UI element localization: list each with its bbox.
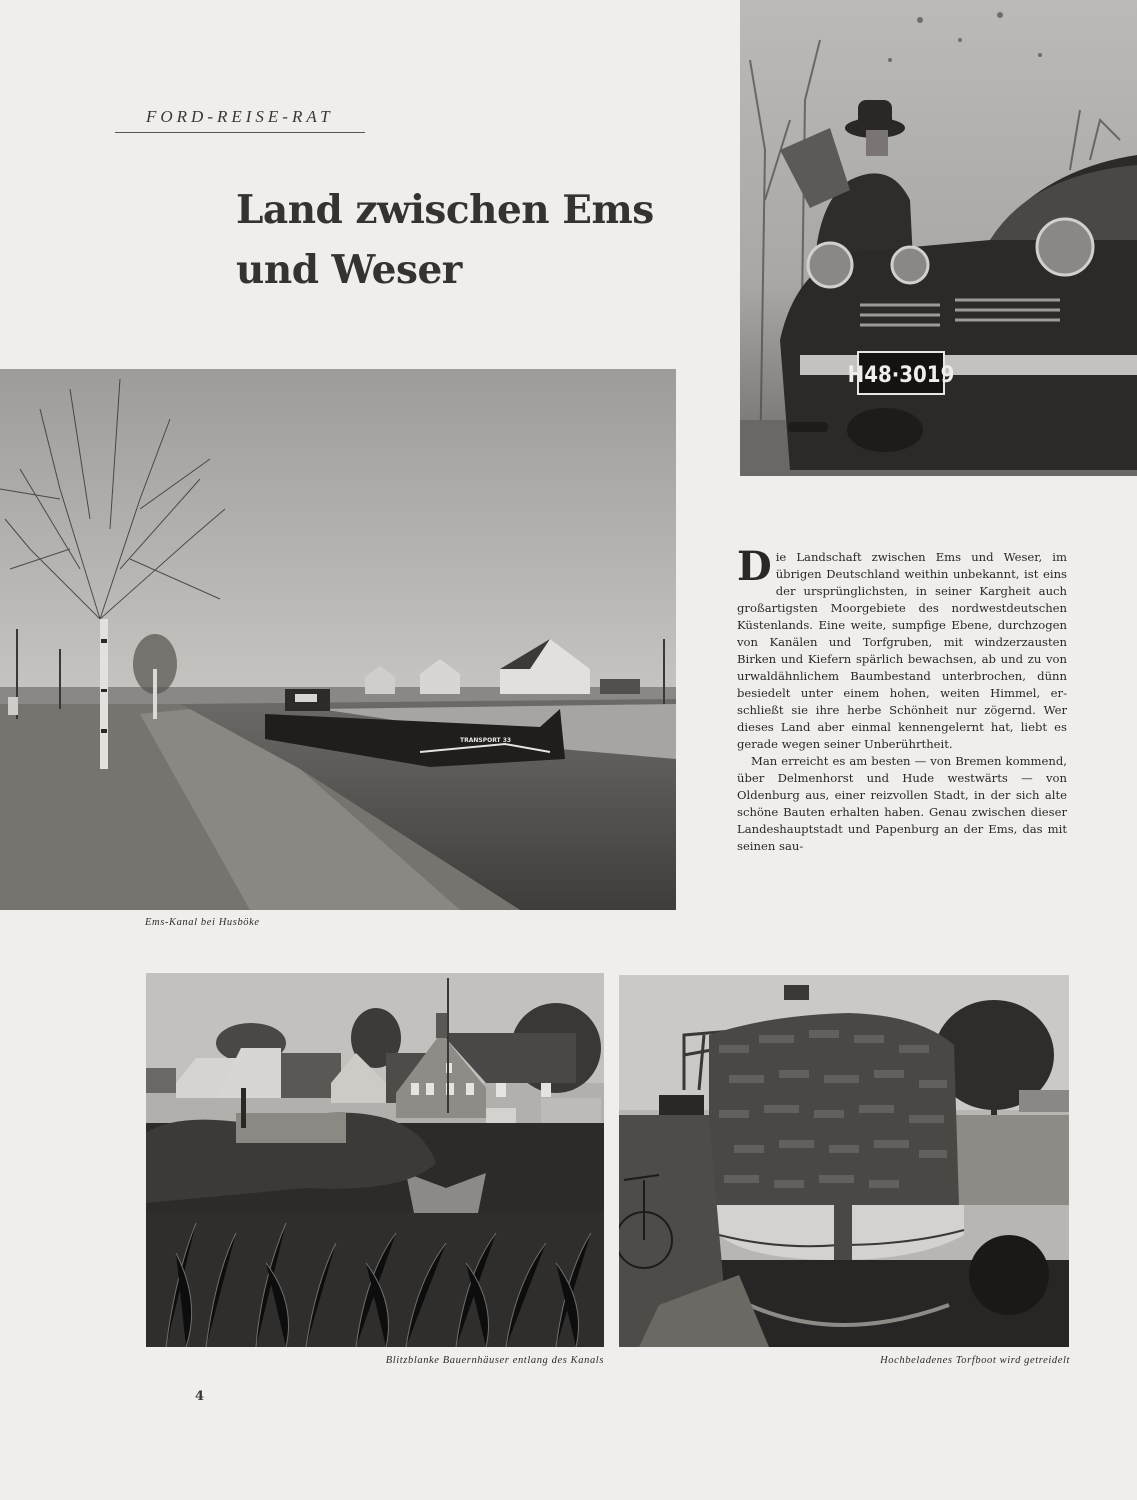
barge-name-text: TRANSPORT 33 (460, 737, 512, 744)
paragraph-1-text: ie Landschaft zwischen Ems und Weser, im übrigen Deutschland weithin unbekannt, ist eins der ursprünglichsten, in seiner Kargheit auch großartigsten Moorgebiete des nordwestdeutschen Küstenlands. Eine weite, sumpfige Ebene, durchzogen von Kanälen und Torfgruben, mit windzerzausten Birken und Kiefern spärlich bewachsen, ab und zu von urwaldähnlichem Baumbestand unterbrochen, dünn besiedelt unter einem hohen, weiten Himmel, erschließt sie ihre herbe Schönheit nur zögernd. Wer dieses Land aber einmal kennengelernt hat, liebt es gerade wegen seiner Unberührtheit. (737, 550, 1067, 751)
caption-peat-boat: Hochbeladenes Torfboot wird getreidelt (880, 1355, 1070, 1366)
caption-farmhouses: Blitzblanke Bauernhäuser entlang des Kanals (385, 1355, 604, 1366)
title-line-1: Land zwischen Ems (236, 187, 654, 233)
photo-man-with-car (740, 0, 1137, 476)
article-body (737, 543, 1067, 855)
photo-ems-canal (0, 369, 676, 910)
title-line-2: und Weser (236, 247, 462, 293)
photo-peat-boat (619, 975, 1069, 1347)
drop-cap: D (737, 543, 772, 590)
caption-ems-canal: Ems-Kanal bei Husböke (145, 917, 260, 928)
license-plate-text: H48·3019 (847, 363, 955, 388)
article-paragraph-1 (737, 543, 1067, 753)
car-photo-graphic (740, 0, 1137, 476)
peat-photo-graphic (619, 975, 1069, 1347)
photo-farmhouses (146, 973, 604, 1347)
article-paragraph-2: Man erreicht es am besten — von Bremen kommend, über Delmenhorst und Hude westwärts — von Oldenburg aus, einer reizvollen Stadt, in der sich alte schöne Bauten erhalten haben. Genau zwischen dieser Landeshauptstadt und Papenburg an der Ems, das mit seinen sau- (737, 754, 1067, 853)
article-title (236, 180, 716, 300)
kicker-underline (115, 132, 365, 133)
houses-photo-graphic (146, 973, 604, 1347)
page-number: 4 (195, 1389, 205, 1404)
section-kicker: FORD-REISE-RAT (146, 107, 334, 126)
canal-photo-graphic (0, 369, 676, 910)
